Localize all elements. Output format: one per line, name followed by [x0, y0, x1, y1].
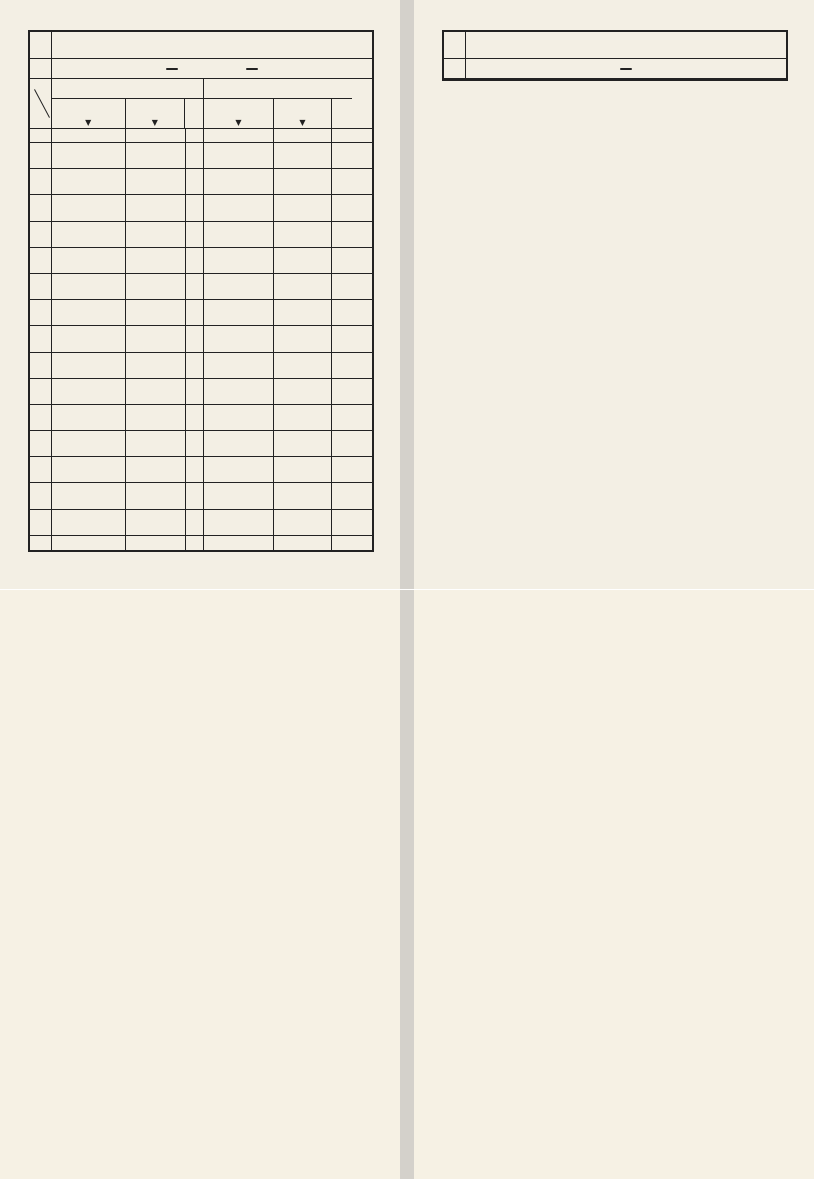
minutes-cell [332, 195, 352, 220]
table-row [30, 143, 372, 169]
down-arrow-icon: ▼ [235, 118, 242, 127]
hour-cell [30, 510, 52, 535]
hour-cell [30, 248, 52, 273]
route-title [52, 32, 372, 58]
minutes-cell [274, 195, 332, 220]
table-row [30, 248, 372, 274]
minutes-cell [52, 405, 126, 430]
minutes-cell [204, 457, 274, 482]
minutes-cell [274, 326, 332, 351]
table-row [30, 353, 372, 379]
minutes-cell [126, 222, 186, 247]
line-badge [620, 68, 632, 70]
minutes-cell [274, 129, 332, 142]
minutes-cell [52, 457, 126, 482]
minutes-cell [126, 248, 186, 273]
page-right [414, 590, 814, 1179]
route-name-label [30, 32, 52, 58]
timetable-grid [28, 30, 374, 552]
destination-header [30, 79, 372, 129]
minutes-cell [332, 169, 352, 194]
sub-destination [204, 99, 274, 128]
minutes-cell [186, 457, 204, 482]
minutes-cell [126, 195, 186, 220]
hour-cell [30, 143, 52, 168]
minutes-cell [126, 326, 186, 351]
hour-cell [30, 195, 52, 220]
minutes-cell [332, 300, 352, 325]
hour-cell [30, 457, 52, 482]
minutes-cell [126, 129, 186, 142]
minutes-cell [52, 431, 126, 456]
minutes-cell [126, 379, 186, 404]
table-row [30, 222, 372, 248]
table-row [30, 405, 372, 431]
minutes-cell [332, 248, 352, 273]
minutes-cell [204, 274, 274, 299]
table-row [30, 274, 372, 300]
minutes-cell [52, 143, 126, 168]
sub-destination [185, 99, 203, 128]
minutes-cell [204, 248, 274, 273]
hour-cell [30, 326, 52, 351]
table-row [30, 300, 372, 326]
minutes-cell [52, 195, 126, 220]
sub-destinations [204, 99, 352, 128]
table-row [30, 326, 372, 352]
weekday-spread [0, 0, 814, 589]
minutes-cell [52, 129, 126, 142]
minutes-cell [126, 431, 186, 456]
minutes-cell [186, 536, 204, 550]
minutes-cell [332, 143, 352, 168]
minutes-cell [52, 353, 126, 378]
table-row [30, 457, 372, 483]
minutes-cell [204, 510, 274, 535]
minutes-cell [126, 274, 186, 299]
minutes-cell [186, 195, 204, 220]
minutes-cell [274, 222, 332, 247]
page-right [414, 0, 814, 589]
minutes-cell [186, 353, 204, 378]
down-arrow-icon: ▼ [151, 118, 158, 127]
minutes-cell [274, 169, 332, 194]
line-badge [166, 68, 178, 70]
line-badge [246, 68, 258, 70]
table-row [30, 510, 372, 536]
minutes-cell [204, 326, 274, 351]
minutes-cell [126, 353, 186, 378]
table-row [30, 483, 372, 509]
minutes-cell [332, 353, 352, 378]
destination-group [204, 79, 352, 128]
minutes-cell [52, 169, 126, 194]
hour-cell [30, 300, 52, 325]
minutes-cell [204, 300, 274, 325]
minutes-cell [186, 143, 204, 168]
down-arrow-icon: ▼ [85, 118, 92, 127]
minutes-cell [204, 143, 274, 168]
route-title [466, 32, 786, 58]
minutes-cell [332, 129, 352, 142]
minutes-cell [52, 300, 126, 325]
holiday-spread [0, 590, 814, 1179]
minutes-cell [126, 483, 186, 508]
sub-destinations [52, 99, 203, 128]
minutes-cell [204, 222, 274, 247]
minutes-cell [186, 222, 204, 247]
minutes-cell [332, 405, 352, 430]
minutes-cell [52, 326, 126, 351]
hour-cell [30, 274, 52, 299]
route-name-row [30, 32, 372, 59]
minutes-cell [274, 405, 332, 430]
minutes-cell [186, 248, 204, 273]
minutes-cell [274, 143, 332, 168]
route-name-row [444, 32, 786, 59]
minutes-cell [126, 510, 186, 535]
minutes-cell [204, 405, 274, 430]
hour-cell [30, 483, 52, 508]
sub-destination [52, 99, 126, 128]
minutes-cell [126, 536, 186, 550]
minutes-cell [126, 143, 186, 168]
hour-cell [30, 431, 52, 456]
sub-destination [332, 99, 352, 128]
line-badges [52, 59, 372, 78]
table-row [30, 169, 372, 195]
minutes-cell [332, 274, 352, 299]
minutes-cell [52, 510, 126, 535]
line-badges [466, 59, 786, 78]
line-number-row [30, 59, 372, 79]
minutes-cell [274, 536, 332, 550]
minutes-cell [274, 248, 332, 273]
minutes-cell [332, 379, 352, 404]
minutes-cell [204, 379, 274, 404]
timetable-grid [442, 30, 788, 81]
hour-cell [30, 222, 52, 247]
minutes-cell [274, 510, 332, 535]
minutes-cell [332, 326, 352, 351]
minutes-cell [332, 536, 352, 550]
hour-cell [30, 405, 52, 430]
minutes-cell [274, 457, 332, 482]
minutes-cell [52, 536, 126, 550]
minutes-cell [274, 274, 332, 299]
hour-cell [30, 169, 52, 194]
corner-cell [30, 79, 52, 128]
line-number-row [444, 59, 786, 79]
hour-cell [30, 536, 52, 550]
minutes-cell [186, 274, 204, 299]
sub-destination [126, 99, 186, 128]
sub-destination [274, 99, 332, 128]
minutes-cell [332, 483, 352, 508]
minutes-cell [274, 353, 332, 378]
minutes-cell [186, 169, 204, 194]
minutes-cell [186, 483, 204, 508]
destination-name [52, 79, 203, 99]
minutes-cell [204, 169, 274, 194]
line-number-label [444, 59, 466, 78]
minutes-cell [204, 431, 274, 456]
minutes-cell [126, 300, 186, 325]
minutes-cell [332, 457, 352, 482]
table-row [30, 431, 372, 457]
minutes-cell [332, 222, 352, 247]
minutes-cell [332, 431, 352, 456]
line-number-label [30, 59, 52, 78]
destination-name [204, 79, 352, 99]
minutes-cell [274, 431, 332, 456]
minutes-cell [204, 353, 274, 378]
table-row [30, 536, 372, 550]
minutes-cell [126, 169, 186, 194]
minutes-cell [204, 129, 274, 142]
minutes-cell [186, 510, 204, 535]
hour-cell [30, 129, 52, 142]
minutes-cell [332, 510, 352, 535]
corner-divider [34, 89, 50, 118]
minutes-cell [52, 248, 126, 273]
table-row [30, 195, 372, 221]
minutes-cell [186, 431, 204, 456]
destination-group [52, 79, 204, 128]
hour-cell [30, 379, 52, 404]
table-row [30, 129, 372, 143]
minutes-cell [52, 379, 126, 404]
minutes-cell [126, 457, 186, 482]
minutes-cell [52, 274, 126, 299]
legend [28, 574, 48, 583]
minutes-cell [52, 222, 126, 247]
minutes-cell [52, 483, 126, 508]
minutes-cell [274, 379, 332, 404]
minutes-cell [186, 405, 204, 430]
minutes-cell [186, 129, 204, 142]
minutes-cell [204, 483, 274, 508]
minutes-cell [186, 379, 204, 404]
route-name-label [444, 32, 466, 58]
minutes-cell [186, 300, 204, 325]
table-row [30, 379, 372, 405]
page-left [0, 590, 400, 1179]
minutes-cell [126, 405, 186, 430]
minutes-cell [274, 483, 332, 508]
minutes-cell [204, 195, 274, 220]
minutes-cell [274, 300, 332, 325]
minutes-cell [186, 326, 204, 351]
hour-cell [30, 353, 52, 378]
minutes-cell [204, 536, 274, 550]
page-left [0, 0, 400, 589]
down-arrow-icon: ▼ [299, 118, 306, 127]
